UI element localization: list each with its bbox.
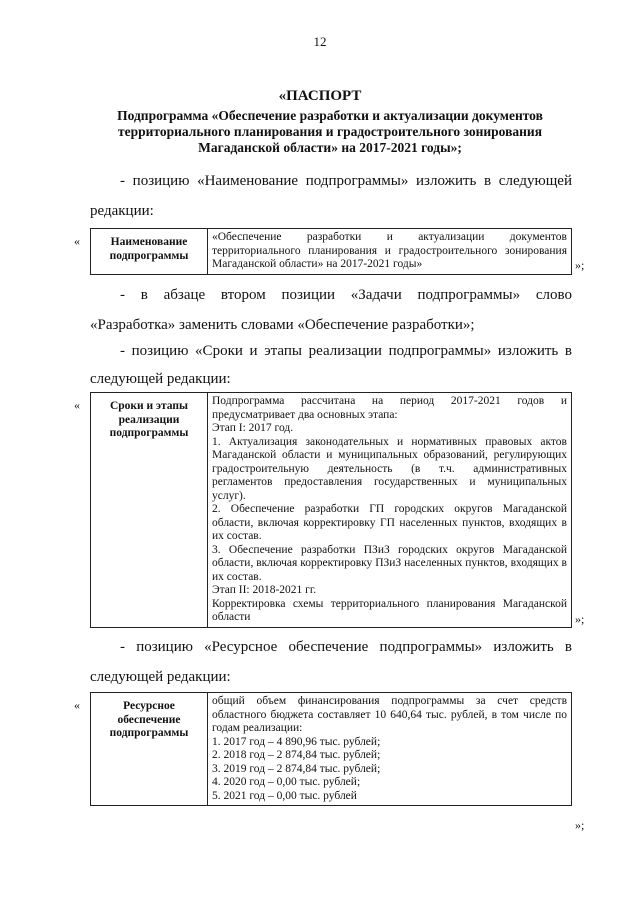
- subtitle-line: Подпрограмма «Обеспечение разработки и актуализации документов: [117, 108, 543, 123]
- page-number: 12: [313, 34, 327, 49]
- passport-title: «ПАСПОРТ: [278, 88, 362, 104]
- label-line: реализации: [118, 413, 180, 426]
- resources-line: 5. 2021 год – 0,00 тыс. рублей: [212, 789, 357, 802]
- section1-quote-open: «: [74, 234, 80, 248]
- terms-line: 2. Обеспечение разработки ГП городских округов Магаданской области, включая корректировку ГП населенных пунктов, входящих в их состав.: [212, 503, 567, 542]
- section3-quote-open: «: [74, 398, 80, 412]
- label-line: подпрограммы: [109, 427, 189, 439]
- resources-line: 1. 2017 год – 4 890,96 тыс. рублей;: [212, 735, 381, 748]
- name-table: [90, 228, 572, 275]
- terms-line: Подпрограмма рассчитана на период 2017-2021 годов и предусматривает два основных этапа:: [212, 395, 567, 421]
- section2-paragraph-line2: «Разработка» заменить словами «Обеспечение разработки»;: [90, 317, 475, 333]
- section4-quote-open: «: [74, 698, 80, 712]
- name-label-cell: [91, 229, 208, 275]
- section4-paragraph-line1: - позицию «Ресурсное обеспечение подпрограммы» изложить в: [120, 639, 572, 655]
- terms-line: 1. Актуализация законодательных и нормативных правовых актов Магаданской области и муниципальных образований, регулирующих градостроительную деятельность (в т.ч. административных регламентов предоставления государственных и муниципальных услуг).: [212, 435, 567, 502]
- resources-line: 3. 2019 год – 2 874,84 тыс. рублей;: [212, 762, 381, 775]
- section4-quote-close: »;: [575, 818, 585, 832]
- subprogram-subtitle: [80, 108, 580, 156]
- resources-line: 4. 2020 год – 0,00 тыс. рублей;: [212, 776, 361, 788]
- subtitle-line: Магаданской области» на 2017-2021 годы»;: [198, 140, 462, 155]
- section1-paragraph-line2: редакции:: [90, 203, 154, 219]
- label-line: подпрограммы: [109, 249, 189, 262]
- terms-line: 3. Обеспечение разработки ПЗиЗ городских округов Магаданской области, включая корректировку ПЗиЗ населенных пунктов, входящих в их состав.: [212, 543, 567, 583]
- resources-line: общий объем финансирования подпрограммы за счет средств областного бюджета составляет 10 640,64 тыс. рублей, в том числе по годам реализации:: [212, 695, 567, 734]
- terms-label-cell: [91, 393, 208, 628]
- label-line: обеспечение: [117, 713, 181, 726]
- resources-label-cell: [91, 693, 208, 806]
- terms-line: Этап II: 2018-2021 гг.: [212, 584, 317, 596]
- resources-value-cell: [208, 693, 572, 806]
- terms-line: Корректировка схемы территориального планирования Магаданской области: [212, 597, 567, 623]
- label-line: Наименование: [110, 236, 188, 248]
- name-value-cell: «Обеспечение разработки и актуализации документов территориального планирования и градостроительного зонирования Магаданской области» на 2017-2021 годы»: [208, 229, 572, 275]
- section2-paragraph-line1: - в абзаце втором позиции «Задачи подпрограммы» слово: [120, 287, 572, 303]
- label-line: Сроки и этапы: [109, 400, 189, 412]
- subtitle-line: территориального планирования и градостроительного зонирования: [118, 124, 542, 139]
- section3-paragraph-line2: следующей редакции:: [90, 371, 231, 387]
- section1-quote-close: »;: [575, 258, 585, 272]
- resources-line: 2. 2018 год – 2 874,84 тыс. рублей;: [212, 749, 381, 761]
- section3-paragraph-line1: - позицию «Сроки и этапы реализации подпрограммы» изложить в: [120, 343, 572, 359]
- resources-table: [90, 692, 572, 806]
- label-line: подпрограммы: [109, 727, 189, 739]
- section1-paragraph-line1: - позицию «Наименование подпрограммы» изложить в следующей: [120, 173, 572, 189]
- terms-line: Этап I: 2017 год.: [212, 422, 294, 434]
- section3-quote-close: »;: [575, 612, 585, 626]
- terms-table: [90, 392, 572, 628]
- section4-paragraph-line2: следующей редакции:: [90, 669, 231, 685]
- label-line: Ресурсное: [123, 700, 175, 712]
- terms-value-cell: [208, 393, 572, 628]
